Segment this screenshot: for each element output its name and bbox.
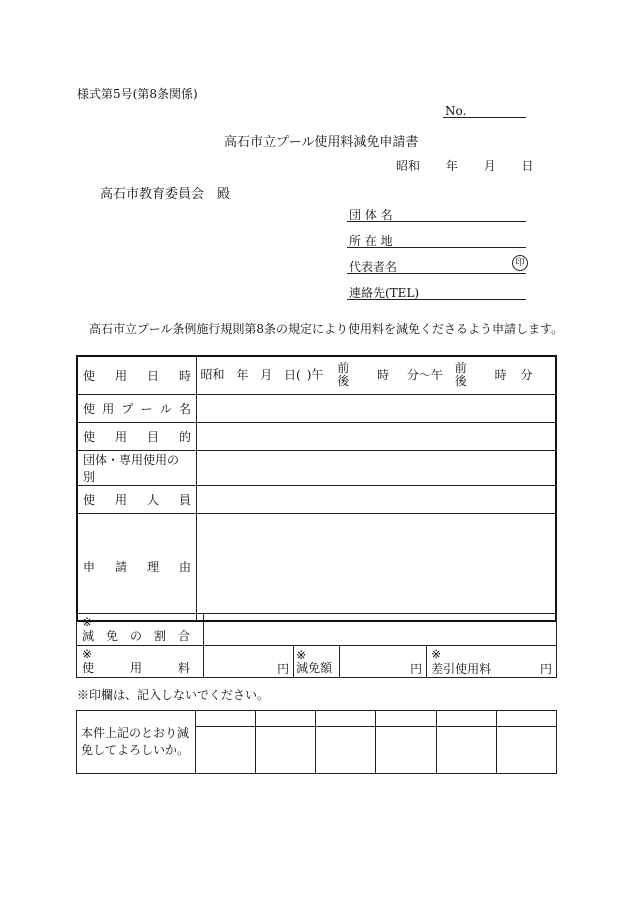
date-line [396, 157, 534, 174]
dt-hour: 時 [377, 367, 390, 382]
dt-day: 日( [284, 367, 301, 382]
address-label: 所 在 地 [349, 234, 393, 248]
approval-header-cell[interactable] [196, 711, 256, 727]
row-label-headcount: 使 用 人 員 [77, 485, 196, 513]
approval-seal-cell[interactable] [376, 727, 436, 774]
table-row [77, 711, 557, 727]
table-row [77, 450, 556, 485]
approval-seal-cell[interactable] [436, 727, 496, 774]
fee-label: ※ 使 用 料 [77, 646, 204, 678]
date-month: 月 [483, 159, 496, 173]
approval-header-cell[interactable] [316, 711, 376, 727]
reduction-amount-yen: 円 [410, 662, 423, 676]
date-era: 昭和 [396, 159, 421, 173]
usage-datetime-cell[interactable] [196, 356, 556, 394]
representative-line [347, 273, 526, 274]
approval-header-cell[interactable] [256, 711, 316, 727]
seal-mark: 印 [512, 255, 528, 271]
pool-name-cell[interactable] [196, 394, 556, 422]
form-number: 様式第5号(第8条関係) [77, 87, 198, 101]
address-line [347, 247, 526, 248]
table-row [77, 614, 557, 646]
approval-header-cell[interactable] [436, 711, 496, 727]
table-row [77, 422, 556, 450]
dt-dow-close: ) [306, 367, 312, 382]
headcount-cell[interactable] [196, 485, 556, 513]
approval-seal-cell[interactable] [496, 727, 556, 774]
approval-header-cell[interactable] [376, 711, 436, 727]
reduction-rate-cell[interactable] [203, 614, 556, 646]
reduction-rate-label: ※ 減 免 の 割 合 [77, 614, 204, 646]
row-label-usage-datetime: 使 用 日 時 [77, 356, 196, 394]
purpose-cell[interactable] [196, 422, 556, 450]
dt-era: 昭和 [200, 367, 225, 382]
approval-header-cell[interactable] [496, 711, 556, 727]
group-exclusive-cell[interactable] [196, 450, 556, 485]
net-fee-yen: 円 [539, 662, 552, 676]
note: ※印欄は、記入しないでください。 [77, 688, 270, 702]
fee-yen: 円 [277, 662, 290, 676]
table-row [77, 356, 556, 394]
dt-year: 年 [236, 367, 249, 382]
net-fee-label: 差引使用料 [431, 662, 492, 676]
table-row [77, 394, 556, 422]
row-label-reason: 申 請 理 由 [77, 513, 196, 621]
statement: 高石市立プール条例施行規則第8条の規定により使用料を減免くださるよう申請します。 [89, 322, 564, 336]
no-label: No. [445, 104, 467, 118]
row-label-group-exclusive: 団体・専用使用の別 [77, 450, 196, 485]
approval-table [76, 710, 557, 774]
date-day: 日 [521, 159, 534, 173]
approval-seal-cell[interactable] [316, 727, 376, 774]
main-table [76, 355, 557, 622]
form-title: 高石市立プール使用料減免申請書 [224, 135, 419, 150]
date-year: 年 [445, 159, 458, 173]
approval-seal-cell[interactable] [196, 727, 256, 774]
dt-noon: 午 [311, 367, 324, 382]
table-row [77, 485, 556, 513]
reduction-amount-label: ※ 減免額 [294, 646, 340, 678]
fee-cell[interactable] [203, 646, 293, 678]
representative-label: 代表者名 [349, 260, 398, 274]
dt-ampm-1: 前 後 [337, 361, 350, 389]
approval-text: 本件上記のとおり減 免してよろしいか。 [77, 711, 196, 774]
reduction-amount-cell[interactable] [339, 646, 426, 678]
table-row [77, 646, 557, 678]
dt-hour-2: 時 [494, 367, 507, 382]
office-table [76, 613, 557, 678]
table-row [77, 513, 556, 621]
reason-cell[interactable] [196, 513, 556, 621]
no-underline [443, 117, 526, 118]
dt-month: 月 [260, 367, 273, 382]
contact-label: 連絡先(TEL) [349, 286, 420, 300]
dt-minute-tilde: 分〜午 [406, 367, 443, 382]
dt-ampm-2: 前 後 [454, 361, 467, 389]
approval-seal-cell[interactable] [256, 727, 316, 774]
contact-line [347, 299, 526, 300]
net-fee-cell[interactable]: ※ 差引使用料 円 [427, 646, 557, 678]
row-label-pool-name: 使 用 プ ー ル 名 [77, 394, 196, 422]
group-name-label: 団 体 名 [349, 208, 393, 222]
group-name-line [347, 221, 526, 222]
addressee: 高石市教育委員会 殿 [100, 187, 231, 202]
row-label-purpose: 使 用 目 的 [77, 422, 196, 450]
dt-minute-2: 分 [520, 367, 533, 382]
